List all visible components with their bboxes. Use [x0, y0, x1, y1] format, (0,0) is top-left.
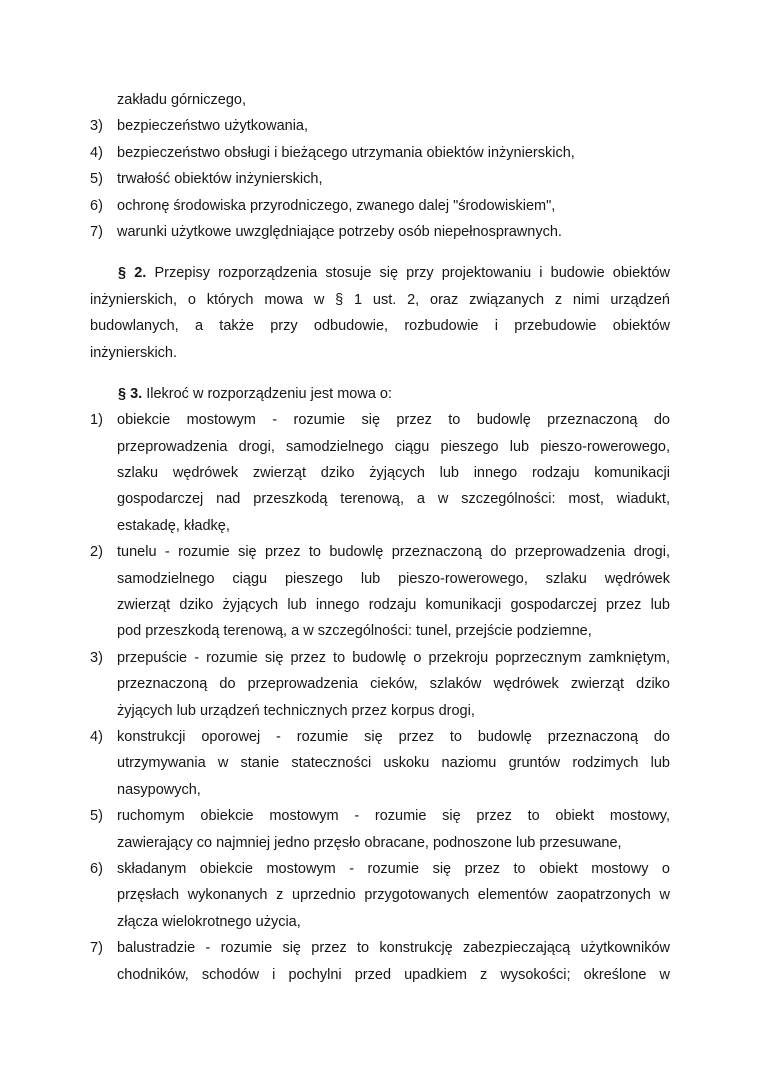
definition-text: [117, 539, 670, 645]
definition-number: 1): [90, 412, 103, 429]
section-line: budowlanych, a także przy odbudowie, rozbudowie i przebudowie obiektów: [90, 318, 670, 335]
definition-line: przeznaczoną do przeprowadzenia cieków, szlaków wędrówek zwierząt dziko: [117, 676, 670, 693]
definition-text: [117, 856, 670, 935]
section-3: [90, 381, 670, 988]
definition-item: [90, 803, 670, 856]
list-item-text: warunki użytkowe uwzględniające potrzeby osób niepełnosprawnych.: [117, 223, 562, 240]
list-item: [90, 193, 670, 219]
definition-line: zawierający co najmniej jedno przęsło obracane, podnoszone lub przesuwane,: [117, 834, 622, 851]
definition-line: samodzielnego ciągu pieszego lub pieszo-rowerowego, szlaku wędrówek: [117, 570, 670, 587]
definition-line: utrzymywania w stanie stateczności uskoku naziomu gruntów rodzimych lub: [117, 755, 670, 772]
definition-item: [90, 856, 670, 935]
list-item-number: 6): [90, 197, 103, 214]
definition-line: nasypowych,: [117, 781, 201, 798]
list-item-number: 5): [90, 171, 103, 188]
section-label: § 3.: [118, 385, 143, 402]
document-body: [90, 87, 670, 988]
list-item-number: 4): [90, 144, 103, 161]
definition-line: szlaku wędrówek zwierząt dziko żyjących lub innego rodzaju komunikacji: [117, 465, 670, 482]
list-item: [90, 113, 670, 139]
list-item: [90, 219, 670, 245]
definition-line: estakadę, kładkę,: [117, 517, 230, 534]
section-intro: [90, 381, 670, 407]
definition-number: 4): [90, 728, 103, 745]
definition-item: [90, 645, 670, 724]
definition-line: składanym obiekcie mostowym - rozumie się przez to obiekt mostowy o: [117, 860, 670, 877]
definition-line: ruchomym obiekcie mostowym - rozumie się przez to obiekt mostowy,: [117, 808, 670, 825]
definition-number: 5): [90, 808, 103, 825]
section-label: § 2.: [118, 265, 147, 282]
list-item-text: bezpieczeństwo użytkowania,: [117, 118, 309, 135]
definition-line: żyjących lub urządzeń technicznych przez korpus drogi,: [117, 702, 475, 719]
definition-text: [117, 645, 670, 724]
definition-line: chodników, schodów i pochylni przed upadkiem z wysokości; określone w: [117, 966, 670, 983]
definition-number: 3): [90, 649, 103, 666]
definition-line: przepuście - rozumie się przez to budowlę o przekroju poprzecznym zamkniętym,: [117, 649, 670, 666]
definition-item: [90, 935, 670, 988]
definition-text: [117, 803, 670, 856]
definition-text: [117, 407, 670, 539]
section-line: inżynierskich.: [90, 344, 178, 361]
definition-line: balustradzie - rozumie się przez to konstrukcję zabezpieczającą użytkowników: [117, 940, 670, 957]
list-item: [90, 166, 670, 192]
definition-number: 2): [90, 544, 103, 561]
list-item-number: 3): [90, 118, 103, 135]
list-continuation: [90, 87, 670, 245]
definition-item: [90, 539, 670, 645]
list-item-text: bezpieczeństwo obsługi i bieżącego utrzymania obiektów inżynierskich,: [117, 144, 575, 161]
list-item-number: [90, 87, 117, 113]
definition-line: tunelu - rozumie się przez to budowlę przeznaczoną do przeprowadzenia drogi,: [117, 544, 670, 561]
definition-item: [90, 407, 670, 539]
definition-text: [117, 935, 670, 988]
definition-line: konstrukcji oporowej - rozumie się przez to budowlę przeznaczoną do: [117, 728, 670, 745]
section-intro-text: Ilekroć w rozporządzeniu jest mowa o:: [146, 385, 393, 402]
list-item-text: trwałość obiektów inżynierskich,: [117, 171, 323, 188]
definition-line: zwierząt dziko żyjących lub innego rodzaju komunikacji gospodarczej przez lub: [117, 597, 670, 614]
definition-line: przeprowadzenia drogi, samodzielnego ciągu pieszego lub pieszo-rowerowego,: [117, 438, 670, 455]
definition-line: gospodarczej nad przeszkodą terenową, a w szczególności: most, wiadukt,: [117, 491, 670, 508]
list-item: [90, 140, 670, 166]
list-item-text: zakładu górniczego,: [117, 92, 246, 108]
section-2: [90, 260, 670, 366]
section-line: [90, 260, 670, 286]
section-line: inżynierskich, o których mowa w § 1 ust. 2, oraz związanych z nimi urządzeń: [90, 291, 670, 308]
definition-line: złącza wielokrotnego użycia,: [117, 913, 301, 930]
list-item-text: ochronę środowiska przyrodniczego, zwanego dalej "środowiskiem",: [117, 197, 556, 214]
definition-line: obiekcie mostowym - rozumie się przez to budowlę przeznaczoną do: [117, 412, 670, 429]
definition-number: 7): [90, 940, 103, 957]
definition-line: pod przeszkodą terenową, a w szczególności: tunel, przejście podziemne,: [117, 623, 592, 640]
definition-number: 6): [90, 860, 103, 877]
definition-text: [117, 724, 670, 803]
list-item: [90, 87, 670, 113]
list-item-number: 7): [90, 223, 103, 240]
definition-line: przęsłach wykonanych z uprzednio przygotowanych elementów zaopatrzonych w: [117, 887, 670, 904]
definition-item: [90, 724, 670, 803]
section-text: Przepisy rozporządzenia stosuje się przy projektowaniu i budowie obiektów: [154, 265, 671, 282]
